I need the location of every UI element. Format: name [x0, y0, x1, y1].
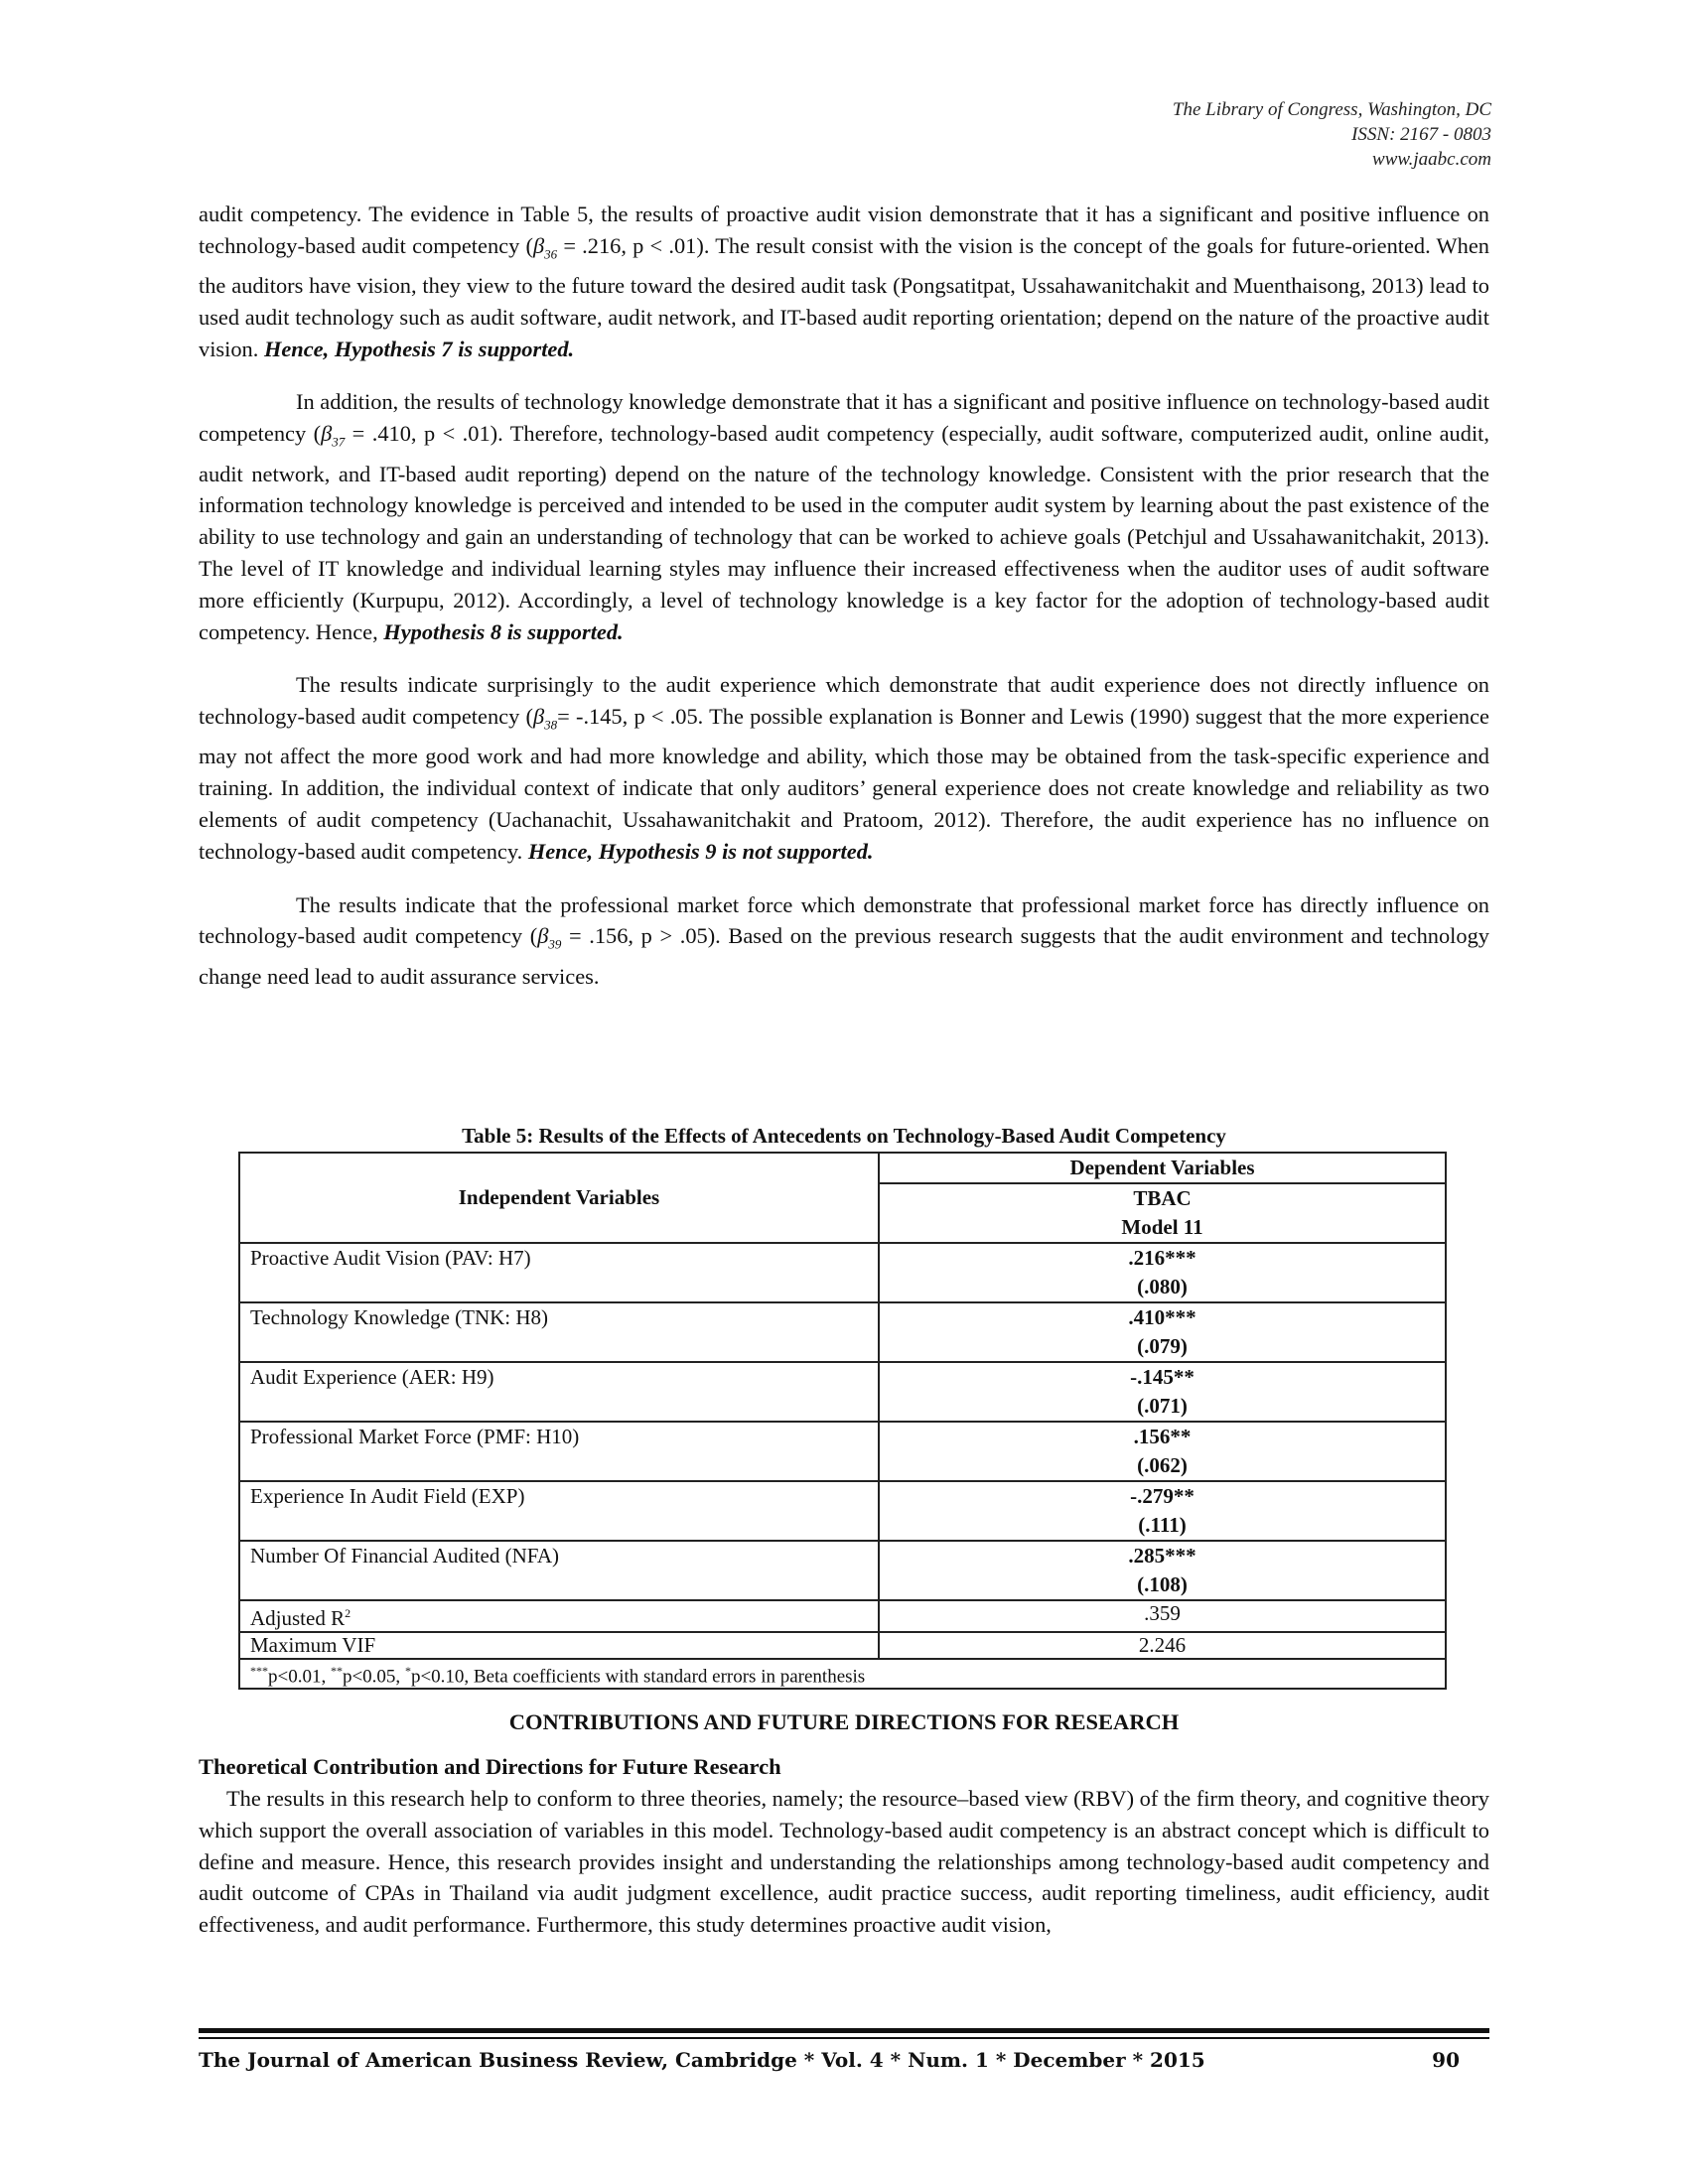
- coefficient-cell: [879, 1481, 1446, 1541]
- header-issn: ISSN: 2167 - 0803: [1351, 124, 1491, 145]
- coefficient-cell: [879, 1541, 1446, 1600]
- coefficient-value: .156**: [1133, 1425, 1192, 1448]
- coefficient-value: -.145**: [1130, 1365, 1195, 1389]
- variable-label: Proactive Audit Vision (PAV: H7): [239, 1243, 879, 1302]
- beta-letter: β: [321, 421, 333, 447]
- page-number: 90: [1432, 2048, 1460, 2072]
- table-row: [239, 1243, 1446, 1302]
- page-footer: [199, 2048, 1460, 2072]
- table-row: [239, 1541, 1446, 1600]
- beta-symbol: [532, 232, 558, 262]
- table-header-row: [239, 1153, 1446, 1183]
- adjusted-r2-row: [239, 1600, 1446, 1632]
- paragraph-2-text-a: In addition, the results of technology knowledge demonstrate that it has a significant and positive influence on technology-based audit competency (: [199, 389, 1489, 447]
- col-dependent-variables: Dependent Variables: [879, 1153, 1446, 1183]
- coefficient-value: .410***: [1128, 1305, 1196, 1329]
- paragraph-1: [199, 199, 1489, 364]
- coefficient-value: -.279**: [1130, 1484, 1195, 1508]
- coefficient-cell: [879, 1362, 1446, 1422]
- table-note-row: [239, 1659, 1446, 1689]
- variable-label: Professional Market Force (PMF: H10): [239, 1422, 879, 1481]
- beta-subscript: 39: [548, 936, 562, 952]
- paragraph-1-text-b: = .216, p < .01). The result consist with the vision is the concept of the goals for future-oriented. When the auditors have vision, they view to the future toward the desired audit task (Pongsatitpat, Ussahawanitchakit and Muenthaisong, 2013) lead to used audit technology such as audit software, audit network, and IT-based audit reporting orientation; depend on the nature of the proactive audit vision.: [199, 232, 1489, 361]
- standard-error: (.079): [1137, 1334, 1188, 1358]
- beta-letter: β: [532, 232, 545, 258]
- table-row: [239, 1422, 1446, 1481]
- table-caption: Table 5: Results of the Effects of Antecedents on Technology-Based Audit Competency: [462, 1124, 1226, 1148]
- paragraph-3-text-b: = -.145, p < .05. The possible explanation is Bonner and Lewis (1990) suggest that the more experience may not affect the more good work and had more knowledge and ability, which those may be obtained from the task-specific experience and training. In addition, the individual context of indicate that only auditors’ general experience does not create knowledge and reliability as two elements of audit competency (Uachanachit, Ussahawanitchakit and Pratoom, 2012). Therefore, the audit experience has no influence on technology-based audit competency.: [199, 704, 1489, 864]
- paragraph-3: [199, 669, 1489, 867]
- table-note: [239, 1659, 1446, 1689]
- beta-symbol: [537, 923, 562, 952]
- paragraph-2-text-b: = .410, p < .01). Therefore, technology-based audit competency (especially, audit software, computerized audit, online audit, audit network, and IT-based audit reporting) depend on the nature of the technology knowledge. Consistent with the prior research that the information technology knowledge is perceived and intended to be used in the computer audit system by learning about the past existence of the ability to use technology and gain an understanding of technology that can be worked to achieve goals (Petchjul and Ussahawanitchakit, 2013). The level of IT knowledge and individual learning styles may influence their increased effectiveness when the auditor uses of audit software more efficiently (Kurpupu, 2012). Accordingly, a level of technology knowledge is a key factor for the adoption of technology-based audit competency. Hence,: [199, 421, 1489, 644]
- note-text: p<0.01,: [268, 1666, 331, 1688]
- hypothesis-9-statement: Hence, Hypothesis 9 is not supported.: [527, 838, 874, 864]
- hypothesis-7-statement: Hence, Hypothesis 7 is supported.: [263, 336, 575, 361]
- col-model: Model 11: [879, 1213, 1446, 1243]
- header-website: www.jaabc.com: [1372, 149, 1491, 170]
- note-superscript: ***: [250, 1664, 268, 1678]
- footer-rule-thick: [199, 2028, 1489, 2033]
- adjusted-r2-value: .359: [879, 1600, 1446, 1632]
- beta-letter: β: [532, 704, 545, 730]
- paragraph-4-text-b: = .156, p > .05). Based on the previous research suggests that the audit environment and technology change need lead to audit assurance services.: [199, 923, 1489, 989]
- coefficient-cell: [879, 1302, 1446, 1362]
- subsection-heading: Theoretical Contribution and Directions for Future Research: [199, 1754, 781, 1779]
- footer-journal-info: The Journal of American Business Review, Cambridge * Vol. 4 * Num. 1 * December * 2015: [199, 2048, 1205, 2072]
- max-vif-row: [239, 1632, 1446, 1659]
- standard-error: (.111): [1138, 1513, 1187, 1537]
- adjusted-r2-superscript: 2: [345, 1606, 352, 1620]
- note-superscript: *: [404, 1664, 411, 1678]
- table-row: [239, 1481, 1446, 1541]
- variable-label: Technology Knowledge (TNK: H8): [239, 1302, 879, 1362]
- max-vif-label: Maximum VIF: [239, 1632, 879, 1659]
- section-heading: CONTRIBUTIONS AND FUTURE DIRECTIONS FOR RESEARCH: [508, 1709, 1180, 1734]
- note-superscript: **: [330, 1664, 343, 1678]
- note-text: p<0.10, Beta coefficients with standard errors in parenthesis: [410, 1666, 866, 1688]
- beta-subscript: 38: [544, 717, 558, 733]
- table-row: [239, 1302, 1446, 1362]
- col-independent-variables: Independent Variables: [239, 1153, 879, 1243]
- variable-label: Number Of Financial Audited (NFA): [239, 1541, 879, 1600]
- standard-error: (.080): [1137, 1275, 1188, 1298]
- variable-label: Audit Experience (AER: H9): [239, 1362, 879, 1422]
- footer-rule-thin: [199, 2037, 1489, 2039]
- coefficient-cell: [879, 1243, 1446, 1302]
- paragraph-2: [199, 386, 1489, 647]
- running-header: [1173, 97, 1491, 172]
- note-text: p<0.05,: [342, 1666, 405, 1688]
- coefficient-cell: [879, 1422, 1446, 1481]
- header-library: The Library of Congress, Washington, DC: [1172, 99, 1491, 120]
- hypothesis-8-statement: Hypothesis 8 is supported.: [383, 618, 624, 644]
- standard-error: (.062): [1137, 1453, 1188, 1477]
- beta-subscript: 37: [332, 434, 346, 450]
- beta-subscript: 36: [544, 246, 558, 262]
- beta-symbol: [321, 421, 346, 450]
- coefficient-value: .285***: [1128, 1544, 1196, 1568]
- body-text: [199, 199, 1489, 1014]
- beta-letter: β: [537, 923, 549, 949]
- adjusted-r2-text: Adjusted R: [250, 1606, 346, 1630]
- coefficient-value: .216***: [1128, 1246, 1196, 1270]
- adjusted-r2-label: [239, 1600, 879, 1632]
- results-table: [238, 1152, 1447, 1690]
- section-body: [199, 1783, 1489, 1941]
- beta-symbol: [532, 704, 558, 733]
- col-tbac: TBAC: [879, 1183, 1446, 1213]
- paragraph-3-text-a: The results indicate surprisingly to the audit experience which demonstrate that audit experience does not directly influence on technology-based audit competency (: [199, 672, 1489, 730]
- variable-label: Experience In Audit Field (EXP): [239, 1481, 879, 1541]
- paragraph-4: [199, 889, 1489, 993]
- max-vif-value: 2.246: [879, 1632, 1446, 1659]
- standard-error: (.071): [1137, 1394, 1188, 1418]
- section-paragraph: The results in this research help to conform to three theories, namely; the resource–based view (RBV) of the firm theory, and cognitive theory which support the overall association of variables in this model. Technology-based audit competency is an abstract concept which is difficult to define and measure. Hence, this research provides insight and understanding the relationships among technology-based audit competency and audit outcome of CPAs in Thailand via audit judgment excellence, audit practice success, audit reporting timeliness, audit efficiency, audit effectiveness, and audit performance. Furthermore, this study determines proactive audit vision,: [199, 1786, 1489, 1938]
- standard-error: (.108): [1137, 1572, 1188, 1596]
- paragraph-1-text-a: audit competency. The evidence in Table 5, the results of proactive audit vision demonstrate that it has a significant and positive influence on technology-based audit competency (: [199, 202, 1489, 258]
- table-row: [239, 1362, 1446, 1422]
- paragraph-4-text-a: The results indicate that the professional market force which demonstrate that professional market force has directly influence on technology-based audit competency (: [199, 891, 1489, 949]
